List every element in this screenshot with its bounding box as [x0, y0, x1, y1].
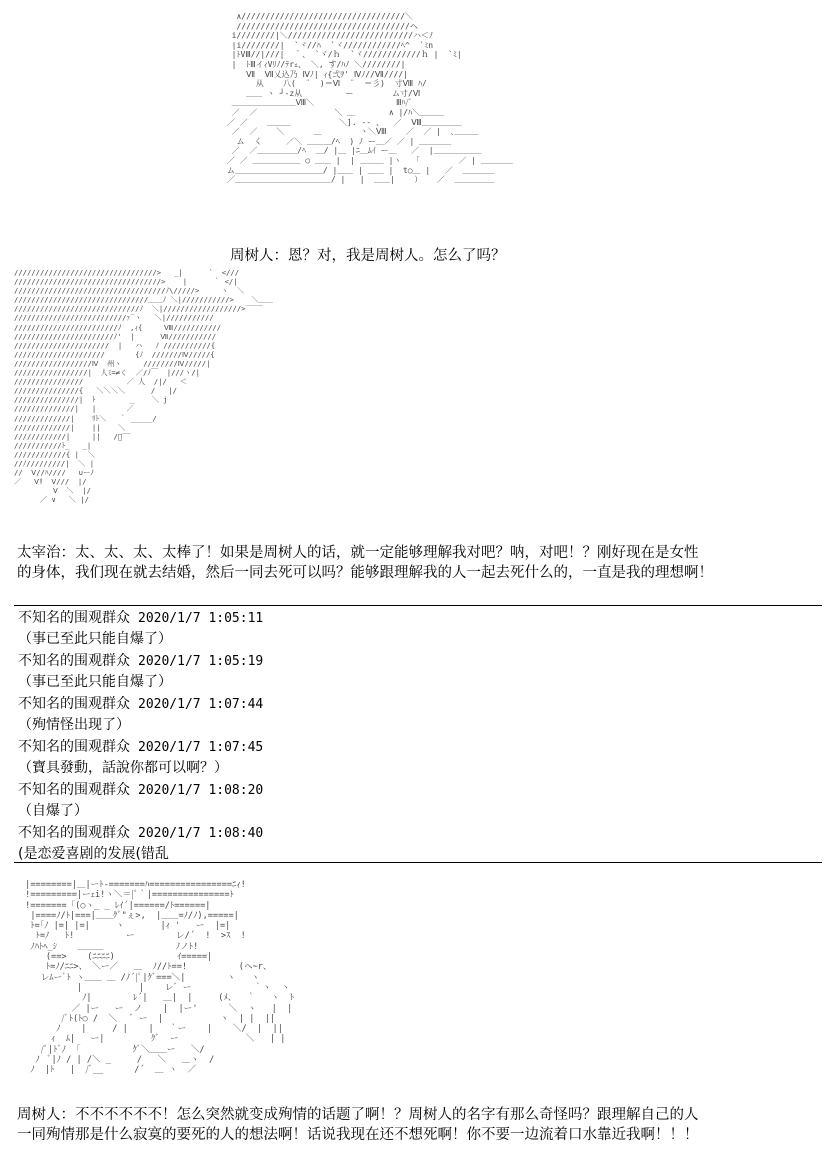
- comment-list: [18, 608, 618, 866]
- comment-text: （自爆了）: [18, 803, 88, 819]
- comment-timestamp: 2020/1/7 1:07:45: [138, 740, 264, 755]
- dialogue-shuren-1: 周树人：恩？对，我是周树人。怎么了吗？: [230, 248, 506, 264]
- comments-top-divider: [14, 605, 822, 606]
- dialogue-dazai: [17, 543, 713, 583]
- comment-username: 不知名的围观群众: [18, 782, 130, 798]
- dialogue-shuren-2-line-1: 周树人：不不不不不不！怎么突然就变成殉情的话题了啊！？周树人的名字有那么奇怪吗？跟理解自己的人: [17, 1107, 699, 1123]
- comment-item: [18, 651, 618, 694]
- comment-item: [18, 823, 618, 866]
- dialogue-dazai-line-1: 太宰治：太、太、太、太棒了！如果是周树人的话，就一定能够理解我对吧？呐，对吧！？刚好现在是女性: [17, 545, 699, 561]
- comment-item: [18, 694, 618, 737]
- ascii-art-shuren-portrait: ∧//////////////////////////////////＼ ////////////////////////////////////ヘ i////////|＼//////////////////////////ハ＜ﾉ |i////////| `ヾ//ﾊ `ヾ////////////ﾍ^ `ﾐn |ﾄVⅢ//|///| ｀、 `ヾ/ｈ `ヾ////////////ｈ | `ﾐ| | ﾄⅢイｨVﾘﾉ/ﾃrｪ、 ＼, す/ﾊﾉ ＼////////| Ⅶ Ⅶ乂込乃 Ⅳﾉ| ｨ{弍ｦ' Ⅳﾉ//Ⅶ////| 从 八( ¨ )＝Ⅵ ¨ ＝彡) 寸Ⅷ ﾊ/ ＿＿ ヽ ┘-z从 ー ム寸/Ⅵ ＿＿＿＿＿＿＿＿Ⅷ＼ Ⅲﾊ/ﾟ ／ ／ ＼ ＿ ∧ |/ﾊ＼＿＿＿ ／ ／ ＿＿＿ ＼]. -- 、 ／ Ⅷ＿＿＿＿＿ ／ ／ ＼ ＿ ヽ＼Ⅷ ／ ／ | ､＿＿＿ ム く ／＼ ＿＿＿/ﾍ ) ﾉ ー＿／ ／ | ＿＿＿＿ ／ ／＿＿＿＿＿/ﾍ ＿/ |＿ |ﾆ＿ﾑｲ ー＿ ／ |＿＿＿＿＿＿ ／ ／ ＿＿＿＿＿＿ ○ ＿＿ | | ＿＿＿ |ヽ ｢ ／ | ＿＿＿＿ ム＿＿＿＿＿＿＿＿＿＿＿/ |＿＿ | ＿＿ | t○＿ | ／ ＿＿＿＿ ／＿＿＿＿＿＿＿＿＿＿＿＿/ | | ＿＿| ） ／ ＿＿＿＿＿: [226, 12, 513, 185]
- dialogue-dazai-line-2: 的身体，我们现在就去结婚，然后一同去死可以吗？能够跟理解我的人一起去死什么的，一直是我的理想啊！: [17, 565, 713, 581]
- comment-item: [18, 780, 618, 823]
- comment-username: 不知名的围观群众: [18, 653, 130, 669]
- comment-username: 不知名的围观群众: [18, 825, 130, 841]
- dialogue-shuren-2: [17, 1105, 699, 1145]
- comment-text: （事已至此只能自爆了）: [18, 631, 172, 647]
- comment-item: [18, 737, 618, 780]
- comments-bottom-divider: [14, 862, 822, 863]
- comment-timestamp: 2020/1/7 1:05:11: [138, 611, 264, 626]
- comment-username: 不知名的围观群众: [18, 739, 130, 755]
- comment-item: [18, 608, 618, 651]
- comment-timestamp: 2020/1/7 1:08:20: [138, 783, 264, 798]
- comment-text: （寶具發動，話說你都可以啊？）: [18, 760, 228, 776]
- comment-timestamp: 2020/1/7 1:07:44: [138, 697, 264, 712]
- comment-username: 不知名的围观群众: [18, 610, 130, 626]
- dialogue-shuren-2-line-2: 一同殉情那是什么寂寞的要死的人的想法啊！话说我现在还不想死啊！你不要一边流着口水靠近我啊！！！: [17, 1127, 699, 1143]
- comment-timestamp: 2020/1/7 1:08:40: [138, 826, 264, 841]
- comment-timestamp: 2020/1/7 1:05:19: [138, 654, 264, 669]
- comment-text: （殉情怪出现了）: [18, 717, 130, 733]
- comment-text: （事已至此只能自爆了）: [18, 674, 172, 690]
- ascii-art-dazai-portrait: /////////////////////////////////> _| ` </// //////////////////////////////////> | ｀ </| ///////////////////////////////////ﾉ\/////> ヽ ＼ ///////////////////////////////＿＿ﾉ ＼|///////////> ＼＿＿ /////////////////////////////ﾉ ＼|//////////////////>‾‾‾‾ //////////////////////////ｧ‾ヽ ＼|/////////// ////////////////////////ﾉ ,ｨ{ Ⅷ/////////// ///////////////////////ﾉ' | Ⅶ/////////// ////////////////////// | ハ ﾉ ///////////{ ///////////////////// {ﾉ ///////Ⅳ/////{ //////////////////Ⅳ 州ヽ ////////Ⅳ/////| /////////////////| 人ﾐ=≠く ／/ﾉ￣ |///ヽ/| //////////////// ／ 人 /|/ ＜ ///////////////{ ＼＼＼＼ / |/ ///////////////| ﾄ _ ＼ j //////////////| | ／ /////////////| ﾘﾄ＼ ｀ _____/ /////////////| || ＼ ////////////| || /ﾞ‾‾ ///////////ﾄ_ _| ////////////{ | ＼ //ﾉ/////////| ＼ | // Ⅴ//ﾊ//// ∪ーﾉ ／ Ⅴﾘ Ⅴ/// |/ Ⅴ ＼ |/ ／ ∨ ＼ |/: [14, 268, 273, 505]
- ascii-art-shuren-panicked: |========|＿|ーﾄ-=======ﾊ================ﾆｨ! !=========|ーｪi!ヽ＼＝|ﾟ｀|===============ﾄ !=======「(○ヽ_ _ ﾚｲ´|======/ﾄ======| |====ﾉ/ﾄ|===|＿＿ｸﾞ"ぇ>, |＿＿=ﾉ/ﾉ),=====| ﾄ=｢ﾉ |=| |=| ヽ |ｨ ' ー |=| ﾄ=ﾉ ﾄ! ー レ/´ ! >ｽ ! ﾉﾊﾄﾍ_ｼ ＿＿＿ ﾉノﾄ! (==> (ﾆﾆﾆﾆ) ｲ=====| ﾄ=ﾉ/ﾆﾆ>、 ＼ー／ ＿ ﾉ//ﾄ==! (ヘ~r、 レﾑーﾞﾄ ヽ＿＿ ＿ /ﾉ´|ﾟ|ｸﾞ===＼| ヽ ヽ | | レﾞ ー ｀ヽ ヽ ﾉ| ﾚ´| ＿| | (ﾒ、 ｀ ヽ ﾄ ／ |ー ー ノ | |ー' ＼ ヽ | | /ﾞﾄ(ﾄ○ / ＼ ﾞ ー | ヽ | | || ﾉ | / | | ｀ー | ＼/ | || ｨ ﾑ| ー| ｸﾞ ー ＼ | | /ﾟ|ﾄﾞﾉ ｢ ｸﾞ＼＿＿ー ＼/ ﾉ ﾞ|ﾉ / | /＼ _ / ＼ ＿ヽ / ﾉ |ﾄ | /ﾞ__ /´ ＿ ヽ ／: [25, 880, 295, 1076]
- comment-username: 不知名的围观群众: [18, 696, 130, 712]
- comment-text: (是恋爱喜剧的发展(错乱: [18, 846, 169, 862]
